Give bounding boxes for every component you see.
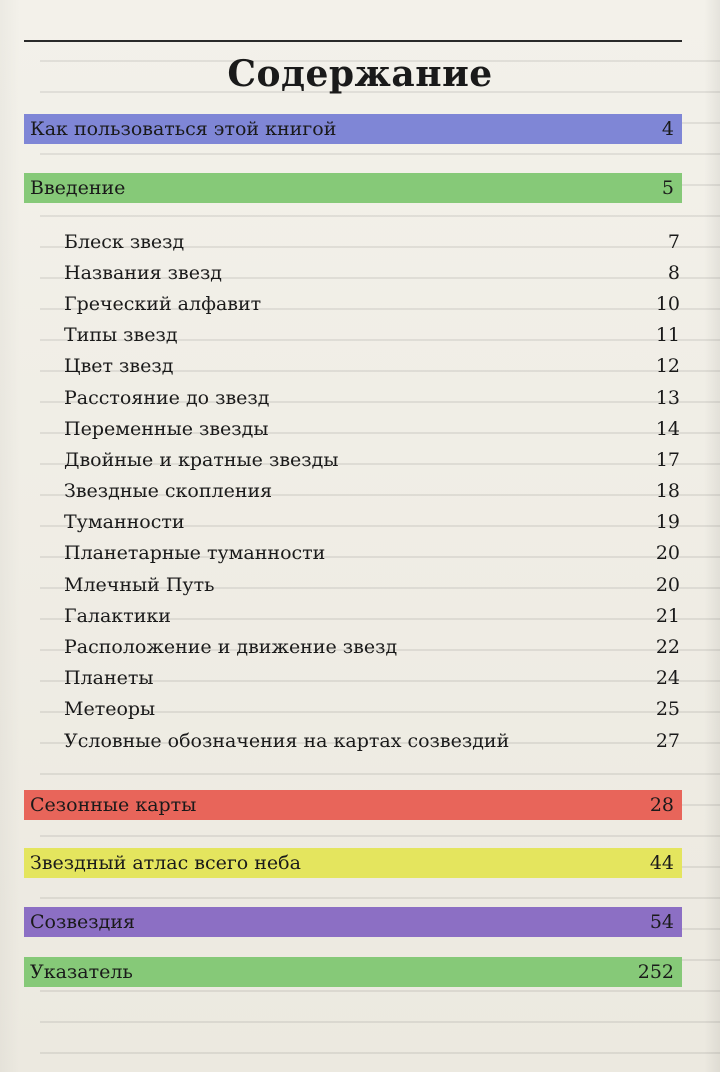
entry-label: Переменные звезды <box>64 417 269 440</box>
toc-entry[interactable] <box>64 226 682 257</box>
toc-entry[interactable] <box>64 382 682 413</box>
entry-page-number: 19 <box>655 511 680 534</box>
entry-label: Типы звезд <box>64 324 178 347</box>
header-rule <box>24 40 682 42</box>
entry-page-number: 14 <box>655 417 680 440</box>
toc-entry[interactable] <box>64 476 682 507</box>
section-label: Сезонные карты <box>30 794 197 816</box>
entry-page-number: 7 <box>667 230 680 253</box>
toc-entry[interactable] <box>64 320 682 351</box>
toc-entry[interactable] <box>64 257 682 288</box>
entry-page-number: 8 <box>667 261 680 284</box>
entry-page-number: 22 <box>655 636 680 659</box>
toc-entry[interactable] <box>64 694 682 725</box>
section-band-seasonal-maps[interactable] <box>24 790 682 820</box>
entry-label: Метеоры <box>64 698 156 721</box>
section-page-number: 4 <box>661 118 674 140</box>
section-page-number: 252 <box>637 961 674 983</box>
toc-entry[interactable] <box>64 663 682 694</box>
entry-page-number: 21 <box>655 604 680 627</box>
entry-label: Двойные и кратные звезды <box>64 448 339 471</box>
page-edge-shadow <box>704 0 720 1072</box>
entry-page-number: 11 <box>655 324 680 347</box>
toc-entry[interactable] <box>64 569 682 600</box>
entry-label: Греческий алфавит <box>64 292 262 315</box>
section-page-number: 28 <box>649 794 674 816</box>
toc-entry[interactable] <box>64 351 682 382</box>
toc-entry[interactable] <box>64 538 682 569</box>
section-page-number: 54 <box>649 911 674 933</box>
entry-page-number: 27 <box>655 729 680 752</box>
toc-entry[interactable] <box>64 725 682 756</box>
section-band-how-to-use[interactable] <box>24 114 682 144</box>
section-page-number: 5 <box>661 177 674 199</box>
entry-page-number: 20 <box>655 573 680 596</box>
entry-page-number: 13 <box>655 386 680 409</box>
section-label: Созвездия <box>30 911 135 933</box>
section-band-constellations[interactable] <box>24 907 682 937</box>
toc-entry[interactable] <box>64 507 682 538</box>
section-band-star-atlas[interactable] <box>24 848 682 878</box>
entry-label: Планетарные туманности <box>64 542 326 565</box>
section-label: Введение <box>30 177 126 199</box>
section-page-number: 44 <box>649 852 674 874</box>
entry-page-number: 17 <box>655 448 680 471</box>
introduction-subentries <box>64 226 682 756</box>
entry-label: Планеты <box>64 667 154 690</box>
entry-page-number: 25 <box>655 698 680 721</box>
entry-label: Блеск звезд <box>64 230 185 253</box>
entry-label: Млечный Путь <box>64 573 215 596</box>
toc-entry[interactable] <box>64 444 682 475</box>
entry-label: Названия звезд <box>64 261 223 284</box>
entry-page-number: 20 <box>655 542 680 565</box>
section-label: Как пользоваться этой книгой <box>30 118 337 140</box>
toc-entry[interactable] <box>64 631 682 662</box>
entry-page-number: 18 <box>655 480 680 503</box>
page-title: Содержание <box>227 53 493 95</box>
entry-page-number: 10 <box>655 292 680 315</box>
toc-entry[interactable] <box>64 288 682 319</box>
section-band-introduction[interactable] <box>24 173 682 203</box>
entry-label: Цвет звезд <box>64 355 174 378</box>
section-label: Указатель <box>30 961 133 983</box>
entry-label: Звездные скопления <box>64 480 273 503</box>
entry-label: Галактики <box>64 604 171 627</box>
entry-label: Расположение и движение звезд <box>64 636 398 659</box>
toc-entry[interactable] <box>64 413 682 444</box>
toc-entry[interactable] <box>64 600 682 631</box>
section-label: Звездный атлас всего неба <box>30 852 301 874</box>
entry-label: Условные обозначения на картах созвездий <box>64 729 510 752</box>
entry-page-number: 24 <box>655 667 680 690</box>
entry-label: Расстояние до звезд <box>64 386 270 409</box>
entry-page-number: 12 <box>655 355 680 378</box>
entry-label: Туманности <box>64 511 185 534</box>
section-band-index[interactable] <box>24 957 682 987</box>
